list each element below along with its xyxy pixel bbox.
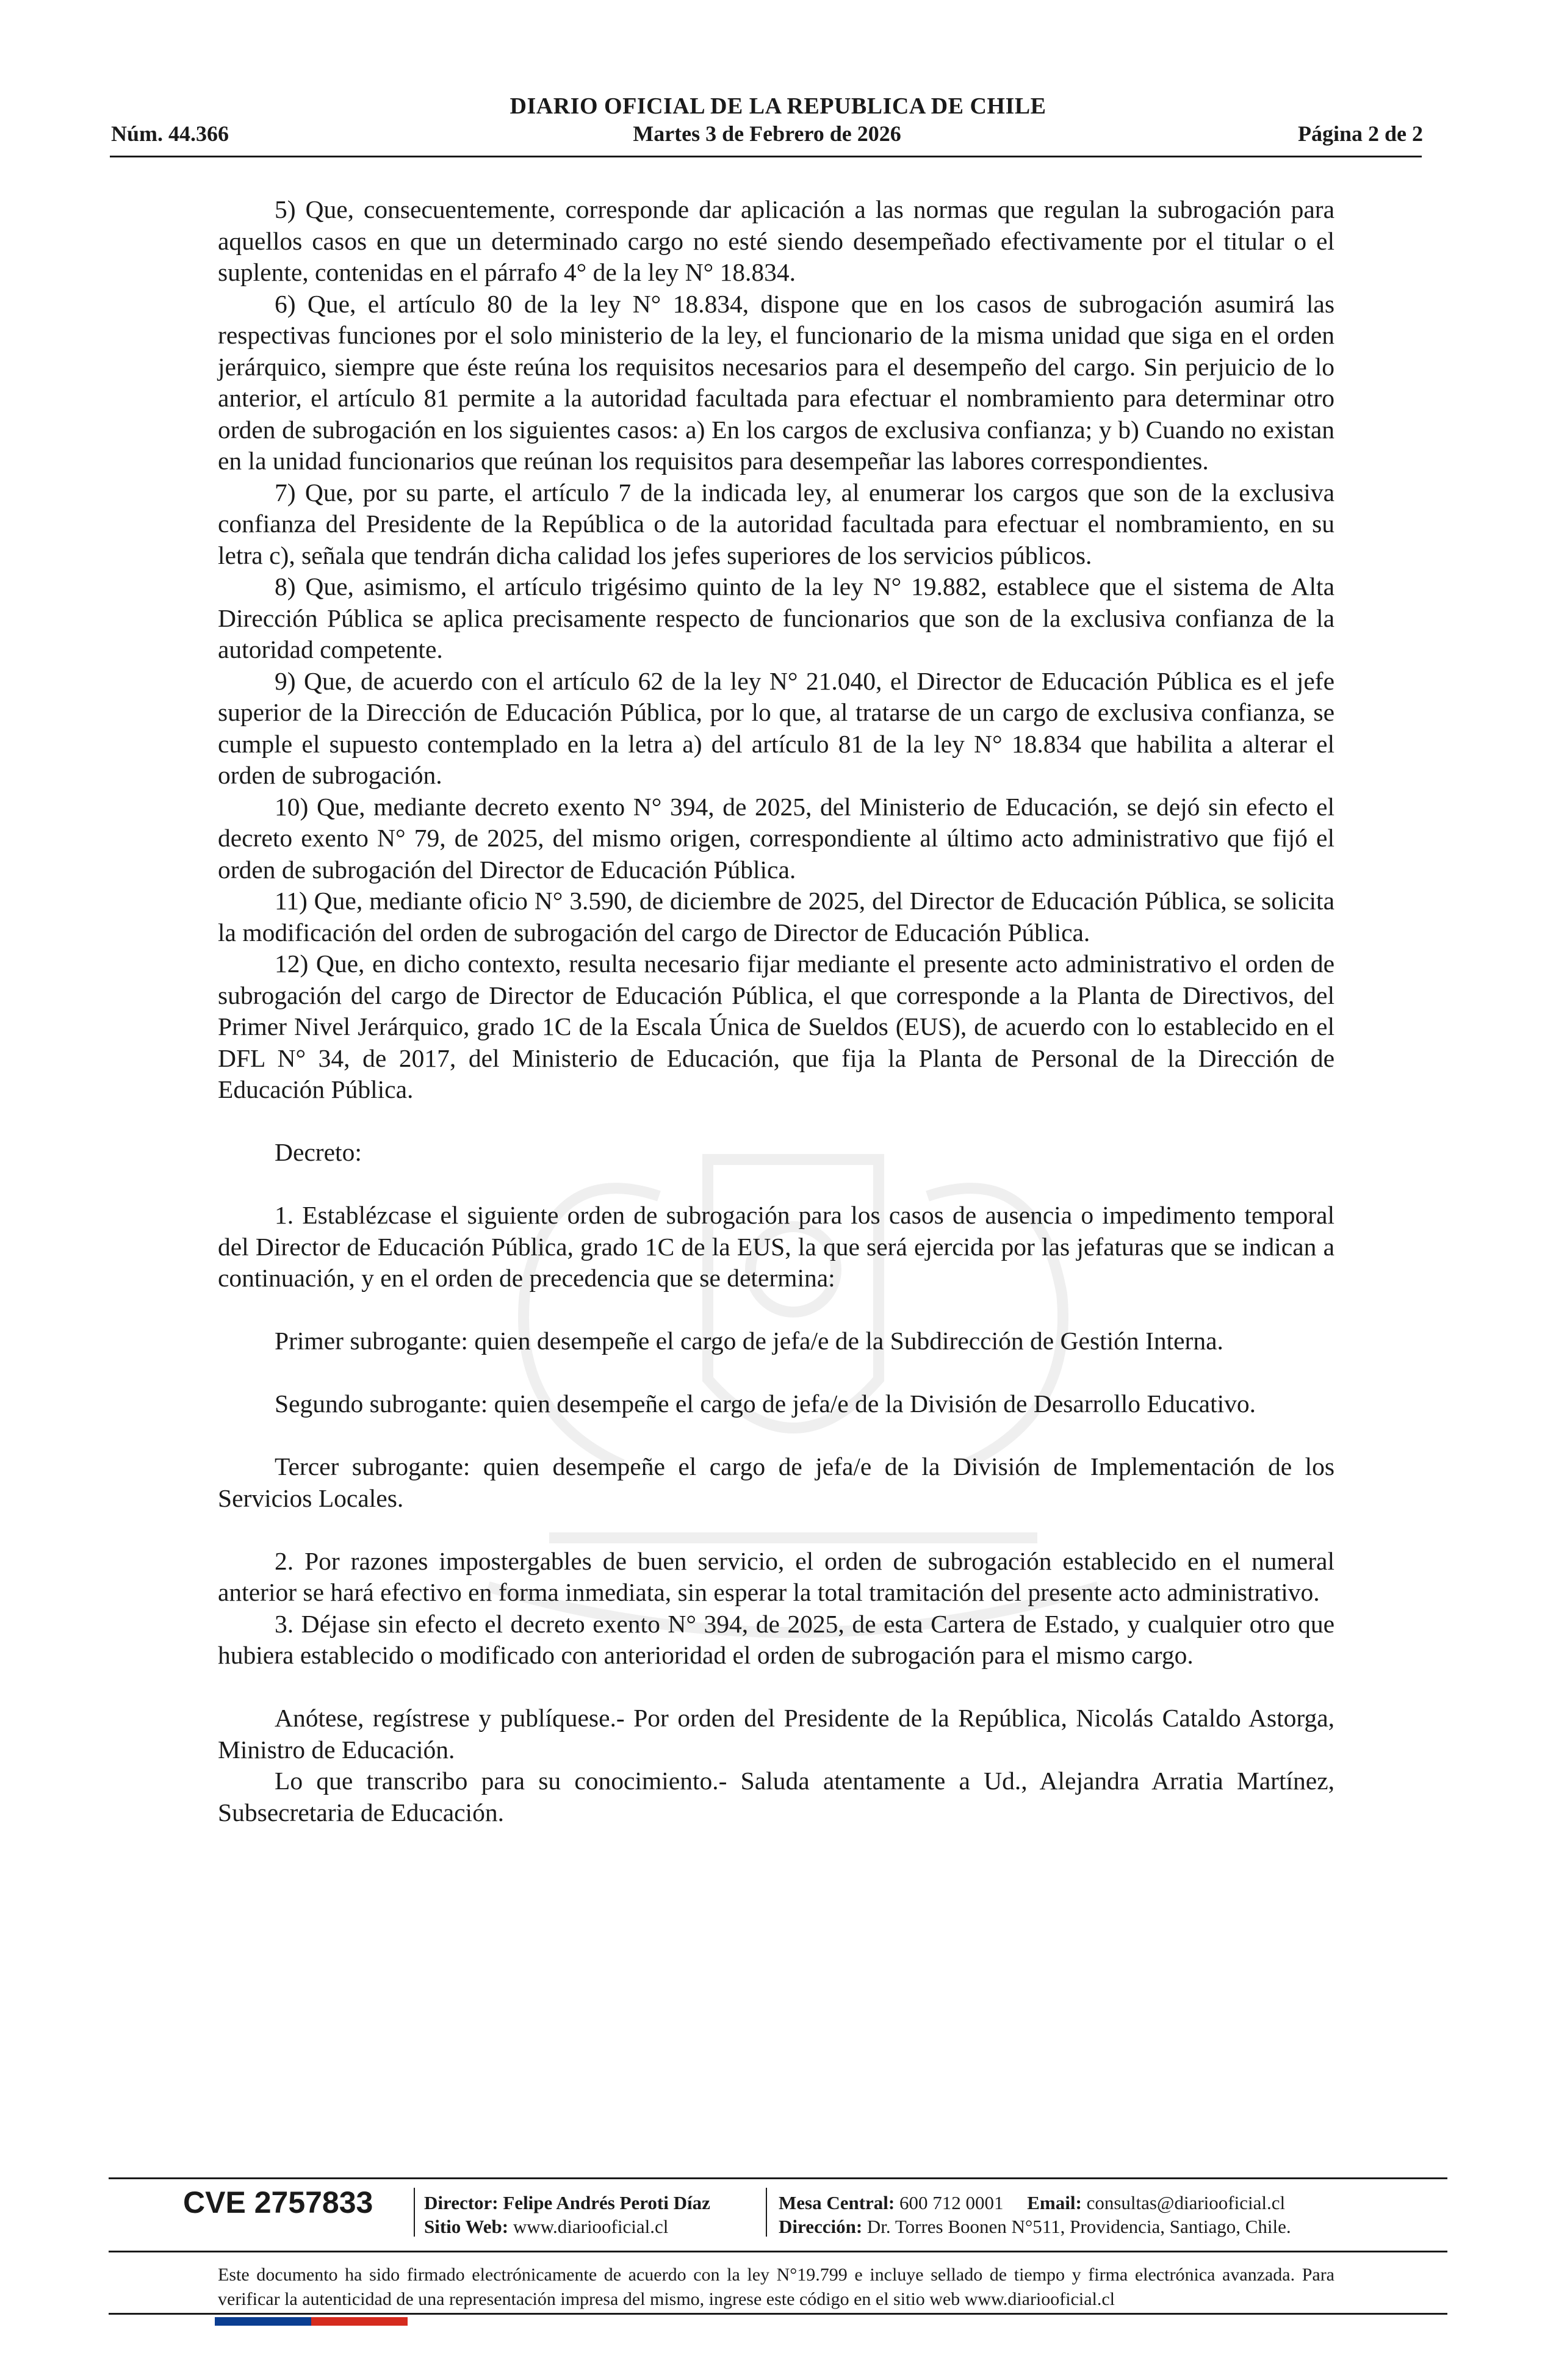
email-link[interactable]: consultas@diariooficial.cl	[1086, 2192, 1286, 2213]
page-number: Página 2 de 2	[1297, 121, 1423, 146]
address-line	[779, 2215, 1291, 2238]
paragraph-considerando-8: 8) Que, asimismo, el artículo trigésimo quinto de la ley N° 19.882, establece que el sistema de Alta Dirección Pública se aplica precisamente respecto de funcionarios que son de la exclusiva confianza de la autoridad competente.	[218, 572, 1334, 663]
mesa-phone: 600 712 0001	[899, 2192, 1004, 2213]
flag-stripe-red	[311, 2317, 408, 2326]
header-row	[111, 121, 1423, 150]
paragraph-considerando-7: 7) Que, por su parte, el artículo 7 de la indicada ley, al enumerar los cargos que son de la exclusiva confianza del Presidente de la República o de la autoridad facultada para efectuar el nombramiento, en su letra c), señala que tendrán dicha calidad los jefes superiores de los servicios públicos.	[218, 478, 1334, 569]
footer-bottom-rule	[109, 2313, 1447, 2315]
cve-code: CVE 2757833	[183, 2185, 373, 2220]
footer-separator	[414, 2188, 415, 2237]
article-1: 1. Establézcase el siguiente orden de subrogación para los casos de ausencia o impedimento temporal del Director de Educación Pública, grado 1C de la EUS, la que será ejercida por las jefaturas que se indican a continuación, y en el orden de precedencia que se determina:	[218, 1201, 1334, 1292]
director-label: Director:	[424, 2192, 499, 2213]
email-label: Email:	[1027, 2192, 1082, 2213]
header-rule	[110, 156, 1422, 157]
paragraph-considerando-9: 9) Que, de acuerdo con el artículo 62 de la ley N° 21.040, el Director de Educación Pública es el jefe superior de la Dirección de Educación Pública, por lo que, al tratarse de un cargo de exclusiva confianza, se cumple el supuesto contemplado en la letra a) del artículo 81 de la ley N° 18.834 que habilita a alterar el orden de subrogación.	[218, 666, 1334, 789]
paragraph-considerando-6: 6) Que, el artículo 80 de la ley N° 18.834, dispone que en los casos de subrogación asumirá las respectivas funciones por el solo ministerio de la ley, el funcionario de la misma unidad que siga en el orden jerárquico, siempre que éste reúna los requisitos necesarios para el desempeño del cargo. Sin perjuicio de lo anterior, el artículo 81 permite a la autoridad facultada para efectuar el nombramiento para determinar otro orden de subrogación en los siguientes casos: a) En los cargos de exclusiva confianza; y b) Cuando no existan en la unidad funcionarios que reúnan los requisitos para desempeñar las labores correspondientes.	[218, 289, 1334, 475]
article-2: 2. Por razones impostergables de buen servicio, el orden de subrogación establecido en el numeral anterior se hará efectivo en forma inmediata, sin esperar la total tramitación del presente acto administrativo.	[218, 1546, 1334, 1606]
footer-top-rule	[109, 2177, 1447, 2179]
document-body	[218, 194, 1334, 1828]
article-3: 3. Déjase sin efecto el decreto exento N° 394, de 2025, de esta Cartera de Estado, y cualquier otro que hubiera establecido o modificado con anterioridad el orden de subrogación para el mismo cargo.	[218, 1609, 1334, 1669]
mesa-label: Mesa Central:	[779, 2192, 895, 2213]
paragraph-considerando-12: 12) Que, en dicho contexto, resulta necesario fijar mediante el presente acto administrativo el orden de subrogación del cargo de Director de Educación Pública, el que corresponde a la Planta de Directivos, del Primer Nivel Jerárquico, grado 1C de la Escala Única de Sueldos (EUS), de acuerdo con lo establecido en el DFL N° 34, de 2017, del Ministerio de Educación, que fija la Planta de Personal de la Dirección de Educación Pública.	[218, 950, 1334, 1103]
issue-number: Núm. 44.366	[111, 121, 229, 146]
paragraph-considerando-5: 5) Que, consecuentemente, corresponde dar aplicación a las normas que regulan la subrogación para aquellos casos en que un determinado cargo no esté siendo desempeñado efectivamente por el titular o el suplente, contenidas en el párrafo 4° de la ley N° 18.834.	[218, 195, 1334, 286]
first-substitute: Primer subrogante: quien desempeñe el cargo de jefa/e de la Subdirección de Gestión Interna.	[275, 1327, 1223, 1355]
paragraph-considerando-10: 10) Que, mediante decreto exento N° 394, de 2025, del Ministerio de Educación, se dejó sin efecto el decreto exento N° 79, de 2025, del mismo origen, correspondiente al último acto administrativo que fijó el orden de subrogación del Director de Educación Pública.	[218, 792, 1334, 884]
address-label: Dirección:	[779, 2216, 863, 2237]
decree-heading: Decreto:	[275, 1138, 362, 1166]
director-name: Felipe Andrés Peroti Díaz	[503, 2192, 710, 2213]
electronic-signature-note: Este documento ha sido firmado electrónicamente de acuerdo con la ley N°19.799 e incluye sellado de tiempo y firma electrónica avanzada. Para verificar la autenticidad de una representación impresa del mismo, ingrese este código en el sitio web www.diariooficial.cl	[218, 2265, 1334, 2309]
issue-date: Martes 3 de Febrero de 2026	[633, 121, 901, 146]
website-label: Sitio Web:	[424, 2216, 509, 2237]
transcription-note: Lo que transcribo para su conocimiento.- Saluda atentamente a Ud., Alejandra Arratia Martínez, Subsecretaria de Educación.	[218, 1767, 1334, 1826]
footer-middle-rule	[109, 2251, 1447, 2252]
contact-line	[779, 2191, 1285, 2215]
website-line	[424, 2215, 668, 2238]
website-link[interactable]: www.diariooficial.cl	[513, 2216, 669, 2237]
address-value: Dr. Torres Boonen N°511, Providencia, Santiago, Chile.	[866, 2216, 1291, 2237]
footer-separator	[766, 2188, 767, 2237]
director-line	[424, 2191, 710, 2215]
third-substitute: Tercer subrogante: quien desempeñe el cargo de jefa/e de la División de Implementación de los Servicios Locales.	[218, 1452, 1334, 1512]
gazette-title: DIARIO OFICIAL DE LA REPUBLICA DE CHILE	[510, 93, 1046, 119]
paragraph-considerando-11: 11) Que, mediante oficio N° 3.590, de diciembre de 2025, del Director de Educación Pública, se solicita la modificación del orden de subrogación del cargo de Director de Educación Pública.	[218, 887, 1334, 947]
closing-formula: Anótese, regístrese y publíquese.- Por orden del Presidente de la República, Nicolás Cataldo Astorga, Ministro de Educación.	[218, 1704, 1334, 1764]
second-substitute: Segundo subrogante: quien desempeñe el cargo de jefa/e de la División de Desarrollo Educativo.	[275, 1390, 1256, 1418]
flag-stripe-blue	[215, 2317, 311, 2326]
